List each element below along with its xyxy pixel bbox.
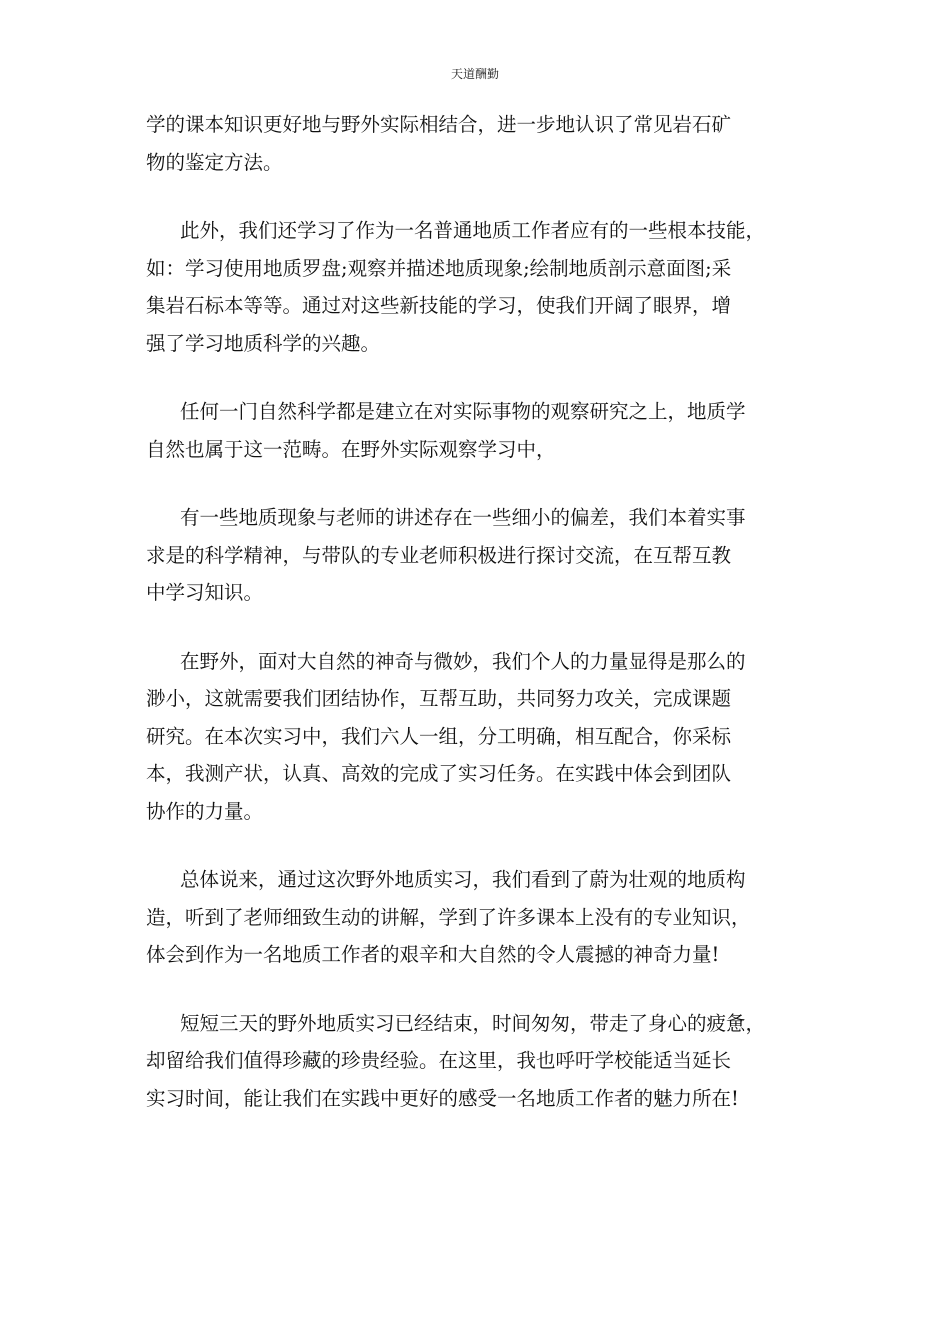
paragraph-line: 有一些地质现象与老师的讲述存在一些细小的偏差，我们本着实事	[180, 506, 746, 529]
paragraph-line: 物的鉴定方法。	[146, 150, 283, 174]
page-header: 天道酬勤	[450, 67, 499, 81]
paragraph-line: 却留给我们值得珍藏的珍贵经验。在这里，我也呼吁学校能适当延长	[146, 1049, 732, 1072]
paragraph-6	[146, 861, 806, 974]
paragraph-4	[146, 499, 806, 612]
paragraph-3	[146, 393, 806, 468]
paragraph-5	[146, 643, 806, 831]
paragraph-line: 协作的力量。	[146, 799, 264, 823]
paragraph-line: 造，听到了老师细致生动的讲解，学到了许多课本上没有的专业知识，	[146, 905, 751, 929]
paragraph-line: 渺小，这就需要我们团结协作，互帮互助，共同努力攻关，完成课题	[146, 687, 732, 710]
paragraph-line: 集岩石标本等等。通过对这些新技能的学习，使我们开阔了眼界，增	[146, 294, 732, 317]
paragraph-line: 如：学习使用地质罗盘;观察并描述地质现象;绘制地质剖示意面图;采	[146, 256, 732, 280]
paragraph-line: 体会到作为一名地质工作者的艰辛和大自然的令人震撼的神奇力量!	[146, 943, 720, 966]
paragraph-line: 在野外，面对大自然的神奇与微妙，我们个人的力量显得是那么的	[180, 649, 746, 673]
paragraph-line: 总体说来，通过这次野外地质实习，我们看到了蔚为壮观的地质构	[180, 868, 746, 891]
paragraph-line: 研究。在本次实习中，我们六人一组，分工明确，相互配合，你采标	[146, 724, 732, 748]
paragraph-line: 中学习知识。	[146, 581, 264, 604]
paragraph-line: 学的课本知识更好地与野外实际相结合，进一步地认识了常见岩石矿	[146, 113, 732, 136]
paragraph-1	[146, 106, 806, 181]
paragraph-line: 求是的科学精神，与带队的专业老师积极进行探讨交流，在互帮互教	[146, 543, 732, 567]
paragraph-line: 强了学习地质科学的兴趣。	[146, 331, 381, 355]
paragraph-7	[146, 1005, 806, 1118]
paragraph-line: 自然也属于这一范畴。在野外实际观察学习中，	[146, 437, 556, 461]
paragraph-line: 任何一门自然科学都是建立在对实际事物的观察研究之上，地质学	[180, 400, 746, 423]
paragraph-line: 短短三天的野外地质实习已经结束，时间匆匆，带走了身心的疲惫，	[180, 1011, 766, 1035]
document-body	[146, 106, 806, 1117]
paragraph-2	[146, 212, 806, 362]
paragraph-line: 实习时间，能让我们在实践中更好的感受一名地质工作者的魅力所在!	[146, 1086, 739, 1110]
paragraph-line: 本，我测产状，认真、高效的完成了实习任务。在实践中体会到团队	[146, 762, 732, 785]
paragraph-line: 此外，我们还学习了作为一名普通地质工作者应有的一些根本技能，	[180, 219, 766, 242]
